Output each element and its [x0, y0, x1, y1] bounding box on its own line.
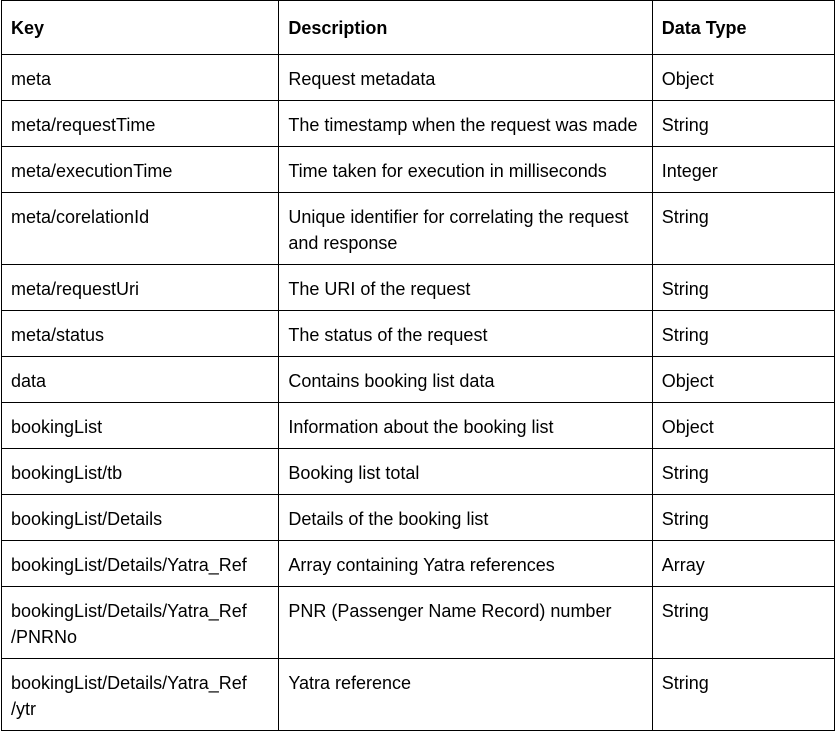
cell-data-type: Array: [652, 541, 834, 587]
table-row: [2, 147, 835, 193]
cell-key: meta/requestTime: [2, 101, 279, 147]
cell-data-type: String: [652, 495, 834, 541]
table-row: [2, 495, 835, 541]
cell-key: meta: [2, 55, 279, 101]
table-row: [2, 449, 835, 495]
cell-description: Details of the booking list: [279, 495, 652, 541]
cell-key: bookingList: [2, 403, 279, 449]
cell-description: Information about the booking list: [279, 403, 652, 449]
cell-description: The timestamp when the request was made: [279, 101, 652, 147]
cell-description: The URI of the request: [279, 265, 652, 311]
cell-key: bookingList/tb: [2, 449, 279, 495]
header-key: Key: [2, 1, 279, 55]
cell-key: bookingList/Details/Yatra_Ref /PNRNo: [2, 587, 279, 659]
cell-description: The status of the request: [279, 311, 652, 357]
table-row: [2, 101, 835, 147]
cell-key: bookingList/Details/Yatra_Ref: [2, 541, 279, 587]
cell-key: meta/status: [2, 311, 279, 357]
table-row: [2, 587, 835, 659]
header-data-type: Data Type: [652, 1, 834, 55]
table-row: [2, 193, 835, 265]
cell-data-type: Integer: [652, 147, 834, 193]
table-row: [2, 403, 835, 449]
table-row: [2, 659, 835, 731]
table-header-row: [2, 1, 835, 55]
header-description: Description: [279, 1, 652, 55]
cell-key: meta/executionTime: [2, 147, 279, 193]
cell-data-type: String: [652, 587, 834, 659]
cell-data-type: Object: [652, 357, 834, 403]
table-row: [2, 311, 835, 357]
table-row: [2, 265, 835, 311]
cell-description: Request metadata: [279, 55, 652, 101]
cell-data-type: String: [652, 193, 834, 265]
cell-data-type: Object: [652, 403, 834, 449]
api-fields-table: [1, 0, 835, 731]
cell-description: Unique identifier for correlating the request and response: [279, 193, 652, 265]
table-row: [2, 541, 835, 587]
cell-data-type: String: [652, 265, 834, 311]
cell-key: bookingList/Details: [2, 495, 279, 541]
cell-data-type: String: [652, 101, 834, 147]
cell-data-type: Object: [652, 55, 834, 101]
cell-description: Booking list total: [279, 449, 652, 495]
cell-key: data: [2, 357, 279, 403]
cell-key: meta/requestUri: [2, 265, 279, 311]
cell-description: Array containing Yatra references: [279, 541, 652, 587]
cell-description: Yatra reference: [279, 659, 652, 731]
cell-data-type: String: [652, 311, 834, 357]
cell-data-type: String: [652, 449, 834, 495]
cell-description: PNR (Passenger Name Record) number: [279, 587, 652, 659]
cell-key: meta/corelationId: [2, 193, 279, 265]
table-row: [2, 357, 835, 403]
cell-data-type: String: [652, 659, 834, 731]
cell-description: Contains booking list data: [279, 357, 652, 403]
cell-description: Time taken for execution in milliseconds: [279, 147, 652, 193]
table-row: [2, 55, 835, 101]
cell-key: bookingList/Details/Yatra_Ref /ytr: [2, 659, 279, 731]
